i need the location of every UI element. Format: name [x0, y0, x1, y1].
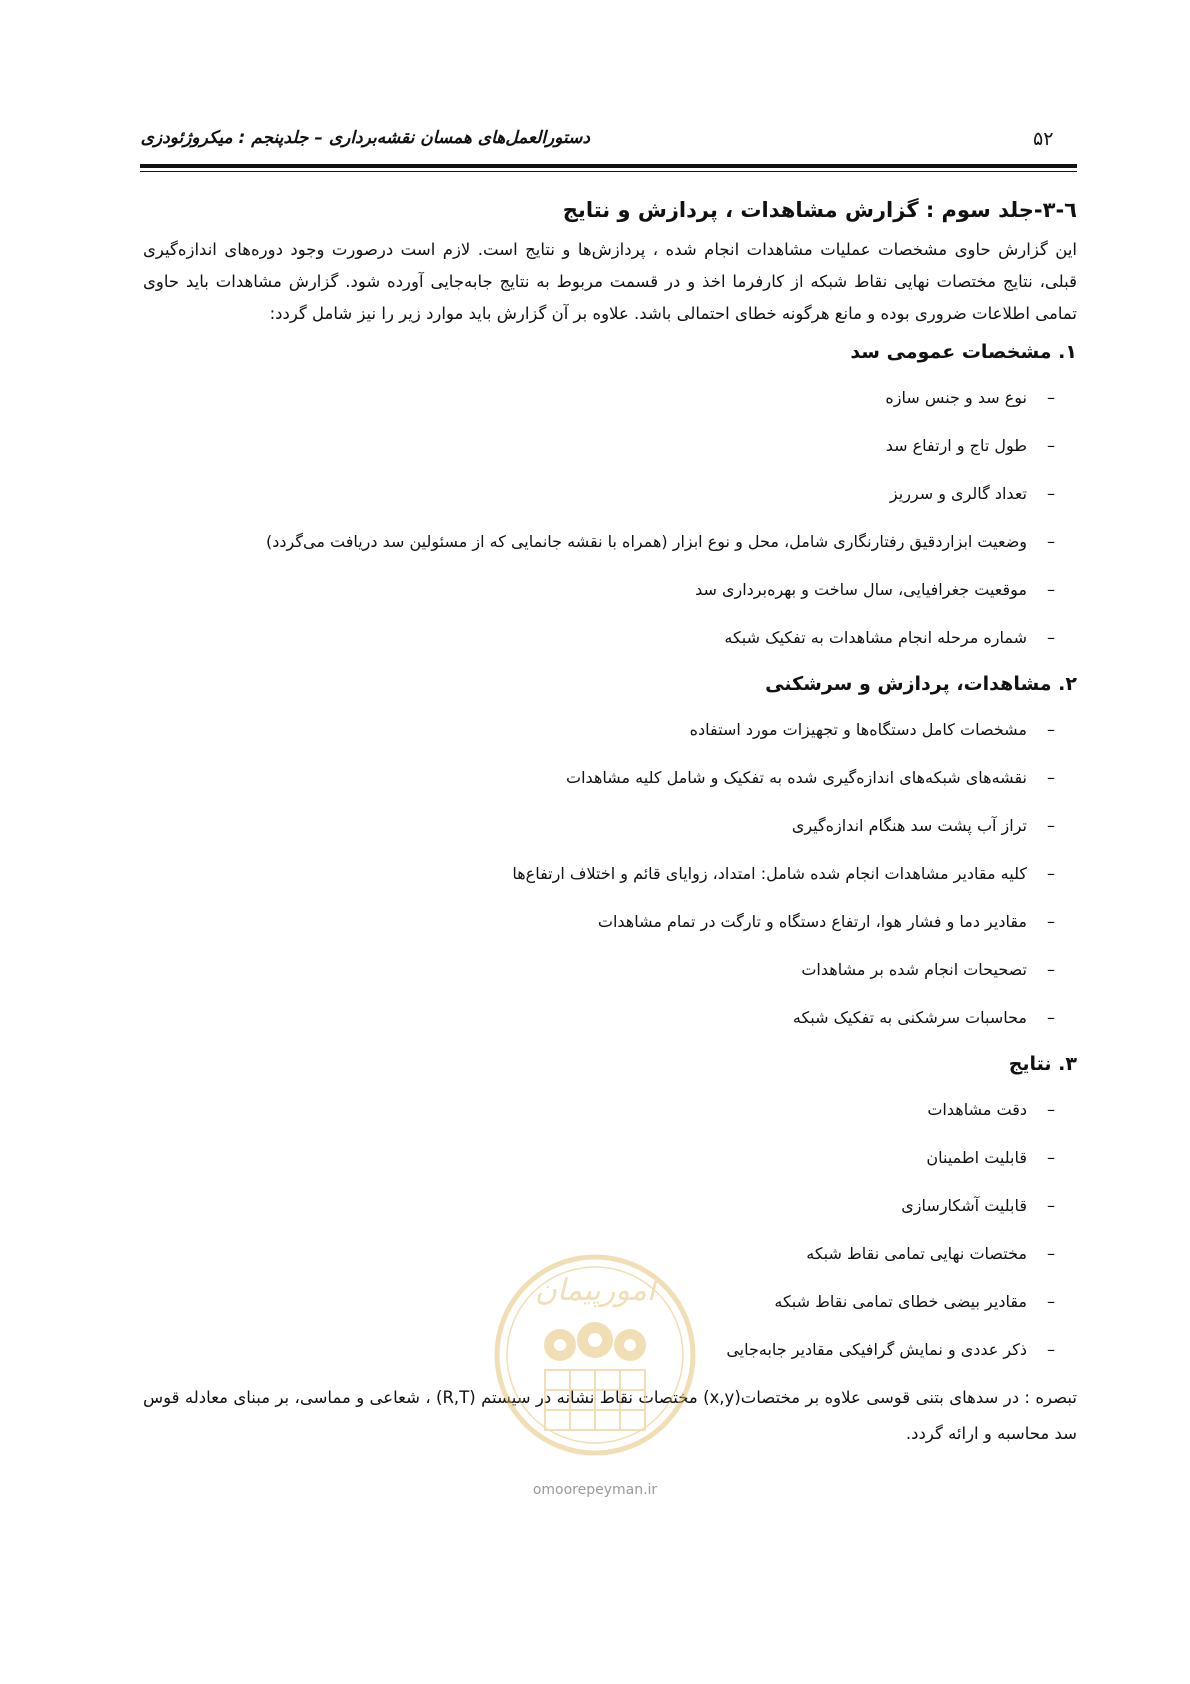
list-item: –نوع سد و جنس سازه — [143, 374, 1077, 422]
dash-marker: – — [1047, 436, 1055, 455]
dash-marker: – — [1047, 816, 1055, 835]
dash-marker: – — [1047, 1244, 1055, 1263]
dash-marker: – — [1047, 864, 1055, 883]
intro-paragraph: این گزارش حاوی مشخصات عملیات مشاهدات انجام شده ، پردازش‌ها و نتایج است. لازم است درصورت وجود دوره‌های اندازه‌گیری قبلی، نتایج مختصات نهایی نقاط شبکه از کارفرما اخذ و در قسمت مربوط به نتایج جابه‌جایی آورده شود. گزارش مشاهدات باید حاوی تمامی اطلاعات ضروری بوده و مانع هرگونه خطای احتمالی باشد. علاوه بر آن گزارش باید موارد زیر را نیز شامل گردد: — [143, 240, 1077, 323]
list-item: –وضعیت ابزاردقیق رفتارنگاری شامل، محل و نوع ابزار (همراه با نقشه جانمایی که از مسئولین سد دریافت می‌گردد) — [143, 518, 1077, 566]
list-title-observations: ۲. مشاهدات، پردازش و سرشکنی — [765, 673, 1077, 695]
list-item: –تعداد گالری و سرریز — [143, 470, 1077, 518]
dash-marker: – — [1047, 1008, 1055, 1027]
dash-marker: – — [1047, 768, 1055, 787]
running-title: دستورالعمل‌های همسان نقشه‌برداری – جلدپنجم : میکروژئودزی — [140, 128, 590, 148]
list-item: –تراز آب پشت سد هنگام اندازه‌گیری — [143, 802, 1077, 850]
list-title-results: ۳. نتایج — [1008, 1053, 1077, 1075]
note-paragraph: تبصره : در سدهای بتنی قوسی علاوه بر مختصات(x,y) مختصات نقاط نشانه در سیستم (R,T) ، شعاعی و مماسی، بر مبنای معادله قوس سد محاسبه و ارائه گردد. — [143, 1388, 1077, 1443]
list-general — [143, 374, 1077, 662]
page-number: ۵۲ — [1033, 128, 1054, 150]
dash-marker: – — [1047, 912, 1055, 931]
dash-marker: – — [1047, 960, 1055, 979]
dash-marker: – — [1047, 628, 1055, 647]
list-item: –قابلیت آشکارسازی — [143, 1182, 1077, 1230]
list-item: –ذکر عددی و نمایش گرافیکی مقادیر جابه‌جایی — [143, 1326, 1077, 1374]
dash-marker: – — [1047, 1100, 1055, 1119]
list-item: –محاسبات سرشکنی به تفکیک شبکه — [143, 994, 1077, 1042]
dash-marker: – — [1047, 1196, 1055, 1215]
dash-marker: – — [1047, 388, 1055, 407]
list-item: –تصحیحات انجام شده بر مشاهدات — [143, 946, 1077, 994]
watermark-logo-text: امورپیمان — [534, 1273, 656, 1308]
list-item: –مختصات نهایی تمامی نقاط شبکه — [143, 1230, 1077, 1278]
dash-marker: – — [1047, 1292, 1055, 1311]
dash-marker: – — [1047, 532, 1055, 551]
header-rule-thick — [140, 164, 1077, 168]
dash-marker: – — [1047, 1340, 1055, 1359]
dash-marker: – — [1047, 580, 1055, 599]
list-item: –مشخصات کامل دستگاه‌ها و تجهیزات مورد استفاده — [143, 706, 1077, 754]
list-item: –نقشه‌های شبکه‌های اندازه‌گیری شده به تفکیک و شامل کلیه مشاهدات — [143, 754, 1077, 802]
list-item: –قابلیت اطمینان — [143, 1134, 1077, 1182]
dash-marker: – — [1047, 484, 1055, 503]
list-item: –شماره مرحله انجام مشاهدات به تفکیک شبکه — [143, 614, 1077, 662]
header-rule-thin — [140, 171, 1077, 172]
section-title: ٦-٣-جلد سوم : گزارش مشاهدات ، پردازش و نتایج — [562, 198, 1077, 222]
watermark-logo-icon — [490, 1250, 700, 1460]
list-item: –مقادیر بیضی خطای تمامی نقاط شبکه — [143, 1278, 1077, 1326]
list-title-general: ۱. مشخصات عمومی سد — [850, 341, 1077, 363]
list-item: –دقت مشاهدات — [143, 1086, 1077, 1134]
watermark-url: omoorepeyman.ir — [532, 1482, 658, 1498]
list-item: –طول تاج و ارتفاع سد — [143, 422, 1077, 470]
list-item: –موقعیت جغرافیایی، سال ساخت و بهره‌برداری سد — [143, 566, 1077, 614]
dash-marker: – — [1047, 720, 1055, 739]
list-item: –مقادیر دما و فشار هوا، ارتفاع دستگاه و تارگت در تمام مشاهدات — [143, 898, 1077, 946]
list-observations — [143, 706, 1077, 1042]
dash-marker: – — [1047, 1148, 1055, 1167]
list-item: –کلیه مقادیر مشاهدات انجام شده شامل: امتداد، زوایای قائم و اختلاف ارتفاع‌ها — [143, 850, 1077, 898]
